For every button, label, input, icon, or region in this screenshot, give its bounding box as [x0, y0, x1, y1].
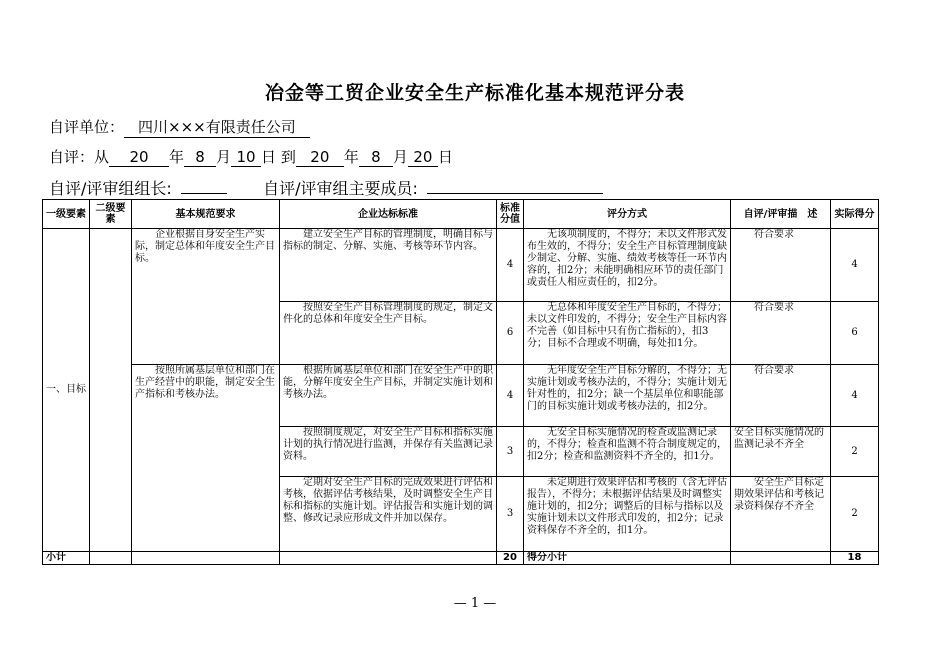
subtotal-actual: 18 — [831, 552, 879, 565]
members-value — [427, 193, 603, 194]
self-eval-unit-line — [49, 116, 310, 138]
primary-element-cell: 一、目标 — [43, 229, 90, 552]
header-actual-score: 实际得分 — [831, 200, 879, 229]
score-cell: 4 — [497, 229, 524, 302]
date-to-day: 20 — [408, 148, 438, 167]
date-day-unit-2: 日 — [437, 148, 453, 166]
score-cell: 6 — [497, 302, 524, 365]
actual-score-cell: 6 — [831, 302, 879, 365]
date-from-month: 8 — [184, 148, 216, 167]
date-year-unit: 年 — [169, 148, 185, 166]
subtotal-row — [43, 552, 879, 565]
table-row — [43, 229, 879, 302]
description-cell: 安全生产目标定期效果评估和考核记录资料保存不齐全 — [731, 477, 831, 552]
subtotal-method-label: 得分小计 — [524, 552, 731, 565]
unit-value: 四川×××有限责任公司 — [124, 116, 310, 138]
score-cell: 3 — [497, 477, 524, 552]
method-cell: 未定期进行效果评估和考核的（含无评估报告），不得分；未根据评估结果及时调整实施计划的，扣2分；调整后的目标与指标以及实施计划未以文件形式印发的，扣2分；记录资料保存不齐全的，扣1分。 — [524, 477, 731, 552]
actual-score-cell: 2 — [831, 427, 879, 477]
header-score: 标准分值 — [497, 200, 524, 229]
date-month-unit: 月 — [216, 148, 232, 166]
header-primary-element: 一级要素 — [43, 200, 90, 229]
header-standard: 企业达标标准 — [280, 200, 497, 229]
method-cell: 无该项制度的，不得分；未以文件形式发布生效的，不得分；安全生产目标管理制度缺少制定、分解、实施、绩效考核等任一环节内容的，扣2分；未能明确相应环节的责任部门或责任人相应责任的，扣2分。 — [524, 229, 731, 302]
leader-label: 自评/评审组组长: — [49, 179, 172, 198]
actual-score-cell: 4 — [831, 229, 879, 302]
standard-cell: 按照安全生产目标管理制度的规定，制定文件化的总体和年度安全生产目标。 — [280, 302, 497, 365]
table-row — [43, 365, 879, 427]
subtotal-empty — [90, 552, 132, 565]
scoring-table — [42, 199, 879, 565]
method-cell: 无总体和年度安全生产目标的，不得分；未以文件印发的，不得分；安全生产目标内容不完善（如目标中只有伤亡指标的），扣3分；目标不合理或不明确，每处扣1分。 — [524, 302, 731, 365]
standard-cell: 根据所属基层单位和部门在安全生产中的职能，分解年度安全生产目标，并制定实施计划和考核办法。 — [280, 365, 497, 427]
requirement-cell: 企业根据自身安全生产实际，制定总体和年度安全生产目标。 — [132, 229, 280, 365]
subtotal-label: 小计 — [43, 552, 90, 565]
actual-score-cell: 4 — [831, 365, 879, 427]
standard-cell: 定期对安全生产目标的完成效果进行评估和考核，依据评估考核结果，及时调整安全生产目标和指标的实施计划。评估报告和实施计划的调整、修改记录应形成文件并加以保存。 — [280, 477, 497, 552]
score-cell: 3 — [497, 427, 524, 477]
description-cell: 符合要求 — [731, 365, 831, 427]
description-cell: 符合要求 — [731, 302, 831, 365]
description-cell: 符合要求 — [731, 229, 831, 302]
subtotal-empty — [731, 552, 831, 565]
actual-score-cell: 2 — [831, 477, 879, 552]
date-day-to: 日 到 — [261, 148, 296, 166]
date-month-unit-2: 月 — [392, 148, 408, 166]
header-requirement: 基本规范要求 — [132, 200, 280, 229]
subtotal-empty — [280, 552, 497, 565]
header-row — [43, 200, 879, 229]
page-title: 冶金等工贸企业安全生产标准化基本规范评分表 — [264, 82, 685, 104]
date-to-month: 8 — [359, 148, 393, 167]
date-from-year: 20 — [109, 148, 169, 167]
unit-label: 自评单位： — [49, 118, 125, 136]
header-secondary-element: 二级要素 — [90, 200, 132, 229]
score-cell: 4 — [497, 365, 524, 427]
header-description: 自评/评审描 述 — [731, 200, 831, 229]
date-line — [49, 146, 453, 167]
method-cell: 无年度安全生产目标分解的，不得分；无实施计划或考核办法的，不得分；实施计划无针对性的，扣2分；缺一个基层单位和职能部门的目标实施计划或考核办法的，扣2分。 — [524, 365, 731, 427]
subtotal-score: 20 — [497, 552, 524, 565]
standard-cell: 按照制度规定，对安全生产目标和指标实施计划的执行情况进行监测，并保存有关监测记录资料。 — [280, 427, 497, 477]
subtotal-empty — [132, 552, 280, 565]
date-prefix: 自评：从 — [49, 148, 110, 166]
leader-value — [181, 193, 227, 194]
review-team-line — [49, 176, 603, 199]
header-method: 评分方式 — [524, 200, 731, 229]
page-number: — 1 — — [453, 596, 497, 611]
date-year-unit-2: 年 — [343, 148, 359, 166]
standard-cell: 建立安全生产目标的管理制度，明确目标与指标的制定、分解、实施、考核等环节内容。 — [280, 229, 497, 302]
description-cell: 安全目标实施情况的监测记录不齐全 — [731, 427, 831, 477]
date-from-day: 10 — [231, 148, 261, 167]
secondary-element-cell — [90, 229, 132, 552]
requirement-cell: 按照所属基层单位和部门在生产经营中的职能，制定安全生产指标和考核办法。 — [132, 365, 280, 552]
members-label: 自评/评审组主要成员: — [263, 179, 418, 198]
date-to-year: 20 — [296, 148, 344, 167]
method-cell: 无安全目标实施情况的检查或监测记录的，不得分；检查和监测不符合制度规定的，扣2分；检查和监测资料不齐全的，扣1分。 — [524, 427, 731, 477]
